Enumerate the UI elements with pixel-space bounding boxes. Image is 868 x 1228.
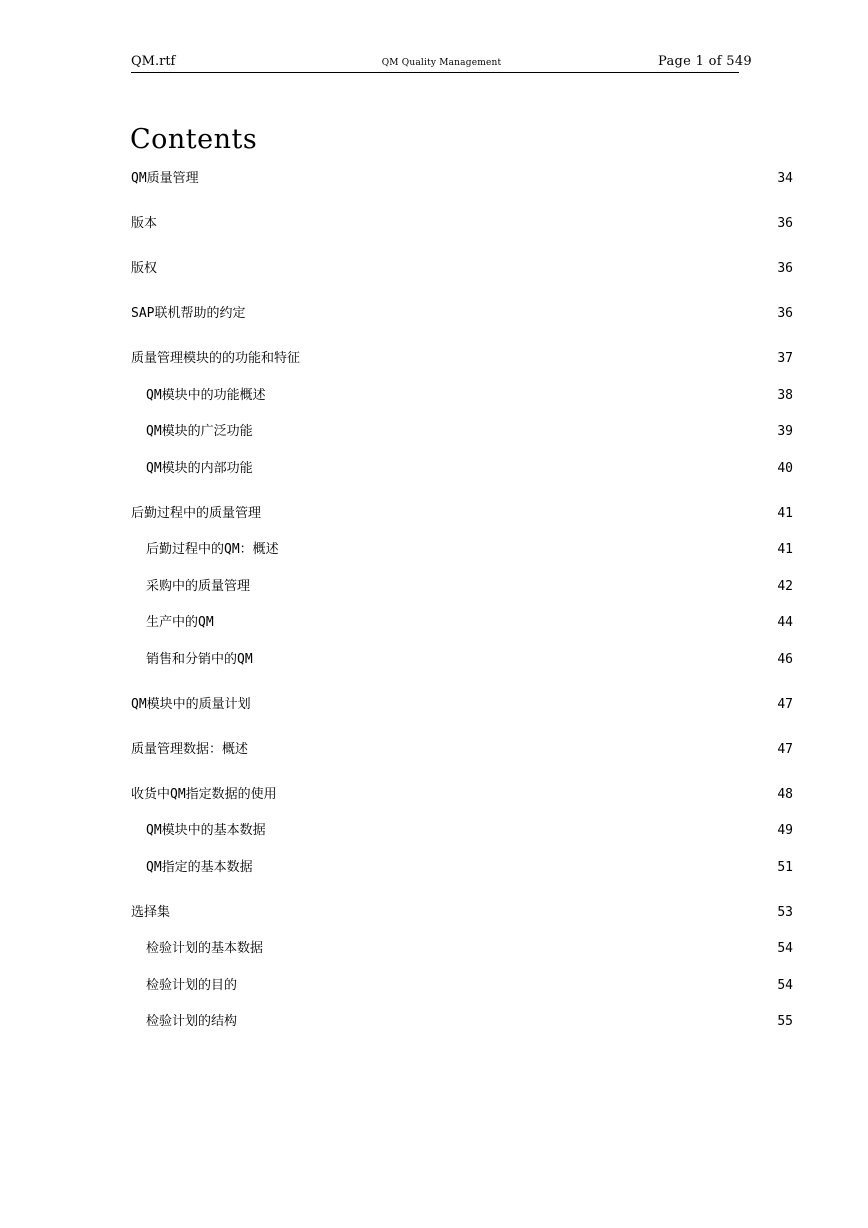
toc-entry-text: 版权 bbox=[131, 261, 158, 276]
toc-entry-page: 41 bbox=[777, 505, 793, 521]
toc-entry-page: 48 bbox=[777, 786, 793, 802]
toc-entry[interactable] bbox=[131, 303, 793, 325]
toc-entry-page: 42 bbox=[777, 578, 793, 594]
toc-entry-text: 生产中的QM bbox=[146, 615, 214, 630]
toc-entry[interactable] bbox=[131, 503, 793, 525]
toc-entry[interactable] bbox=[131, 168, 793, 190]
toc-entry-page: 49 bbox=[777, 823, 793, 838]
toc-entry[interactable] bbox=[131, 258, 793, 280]
header-page-indicator: Page 1 of 549 bbox=[658, 54, 752, 69]
toc-entry-text: 销售和分销中的QM bbox=[146, 651, 253, 667]
toc-entry-page: 40 bbox=[777, 460, 793, 476]
toc-entry[interactable] bbox=[131, 938, 793, 960]
toc-entry[interactable] bbox=[131, 539, 793, 561]
page-header bbox=[131, 54, 752, 74]
toc-entry[interactable] bbox=[131, 857, 793, 879]
toc-entry-text: 后勤过程中的质量管理 bbox=[131, 505, 262, 521]
toc-entry[interactable] bbox=[131, 458, 793, 480]
toc-entry-page: 36 bbox=[777, 306, 793, 321]
toc-entry-page: 55 bbox=[777, 1014, 793, 1029]
toc-entry-page: 44 bbox=[777, 615, 793, 630]
page-title: Contents bbox=[130, 124, 258, 156]
toc-entry-text: 检验计划的基本数据 bbox=[146, 941, 264, 956]
toc-entry[interactable] bbox=[131, 902, 793, 924]
toc-entry[interactable] bbox=[131, 576, 793, 598]
toc-entry[interactable] bbox=[131, 694, 793, 716]
toc-entry-page: 36 bbox=[777, 261, 793, 276]
toc-entry-text: 质量管理数据：概述 bbox=[131, 741, 249, 757]
toc-entry-page: 46 bbox=[777, 651, 793, 667]
toc-entry[interactable] bbox=[131, 421, 793, 443]
toc-entry-page: 54 bbox=[777, 941, 793, 956]
toc-entry-text: 选择集 bbox=[131, 904, 171, 920]
toc-entry-page: 53 bbox=[777, 904, 793, 920]
toc-entry-text: QM模块中的质量计划 bbox=[131, 696, 251, 712]
toc-entry-text: QM指定的基本数据 bbox=[146, 859, 253, 875]
toc-entry-text: 后勤过程中的QM：概述 bbox=[146, 542, 279, 557]
toc-entry-page: 41 bbox=[777, 542, 793, 557]
toc-entry-text: QM质量管理 bbox=[131, 171, 199, 186]
toc-entry-text: 收货中QM指定数据的使用 bbox=[131, 786, 277, 802]
toc-entry[interactable] bbox=[131, 612, 793, 634]
toc-entry[interactable] bbox=[131, 348, 793, 370]
toc-entry[interactable] bbox=[131, 784, 793, 806]
toc-entry-text: 质量管理模块的的功能和特征 bbox=[131, 351, 301, 366]
toc-entry-page: 51 bbox=[777, 859, 793, 875]
toc-entry-text: QM模块中的基本数据 bbox=[146, 823, 266, 838]
toc-entry-page: 47 bbox=[777, 696, 793, 712]
toc-entry-text: 版本 bbox=[131, 216, 158, 231]
toc-entry[interactable] bbox=[131, 975, 793, 997]
toc-entry[interactable] bbox=[131, 385, 793, 407]
toc-entry[interactable] bbox=[131, 1011, 793, 1033]
toc-entry-text: 检验计划的目的 bbox=[146, 977, 238, 993]
toc-entry[interactable] bbox=[131, 213, 793, 235]
header-section: QM Quality Management bbox=[381, 58, 502, 68]
header-rule bbox=[131, 72, 739, 73]
toc-entry[interactable] bbox=[131, 739, 793, 761]
toc-entry-page: 39 bbox=[777, 424, 793, 439]
toc-entry-text: SAP联机帮助的约定 bbox=[131, 306, 246, 321]
toc-entry-page: 36 bbox=[777, 216, 793, 231]
toc-entry-page: 47 bbox=[777, 741, 793, 757]
toc-entry-text: QM模块中的功能概述 bbox=[146, 387, 266, 403]
toc-entry-page: 38 bbox=[777, 387, 793, 403]
toc-entry-text: QM模块的广泛功能 bbox=[146, 424, 253, 439]
toc-entry[interactable] bbox=[131, 820, 793, 842]
toc-entry-text: QM模块的内部功能 bbox=[146, 460, 253, 476]
toc-entry-text: 采购中的质量管理 bbox=[146, 578, 251, 594]
header-filename: QM.rtf bbox=[131, 54, 176, 69]
toc-entry-page: 54 bbox=[777, 977, 793, 993]
toc-entry[interactable] bbox=[131, 649, 793, 671]
toc-entry-text: 检验计划的结构 bbox=[146, 1014, 238, 1029]
toc-entry-page: 34 bbox=[777, 171, 793, 186]
toc-entry-page: 37 bbox=[777, 351, 793, 366]
